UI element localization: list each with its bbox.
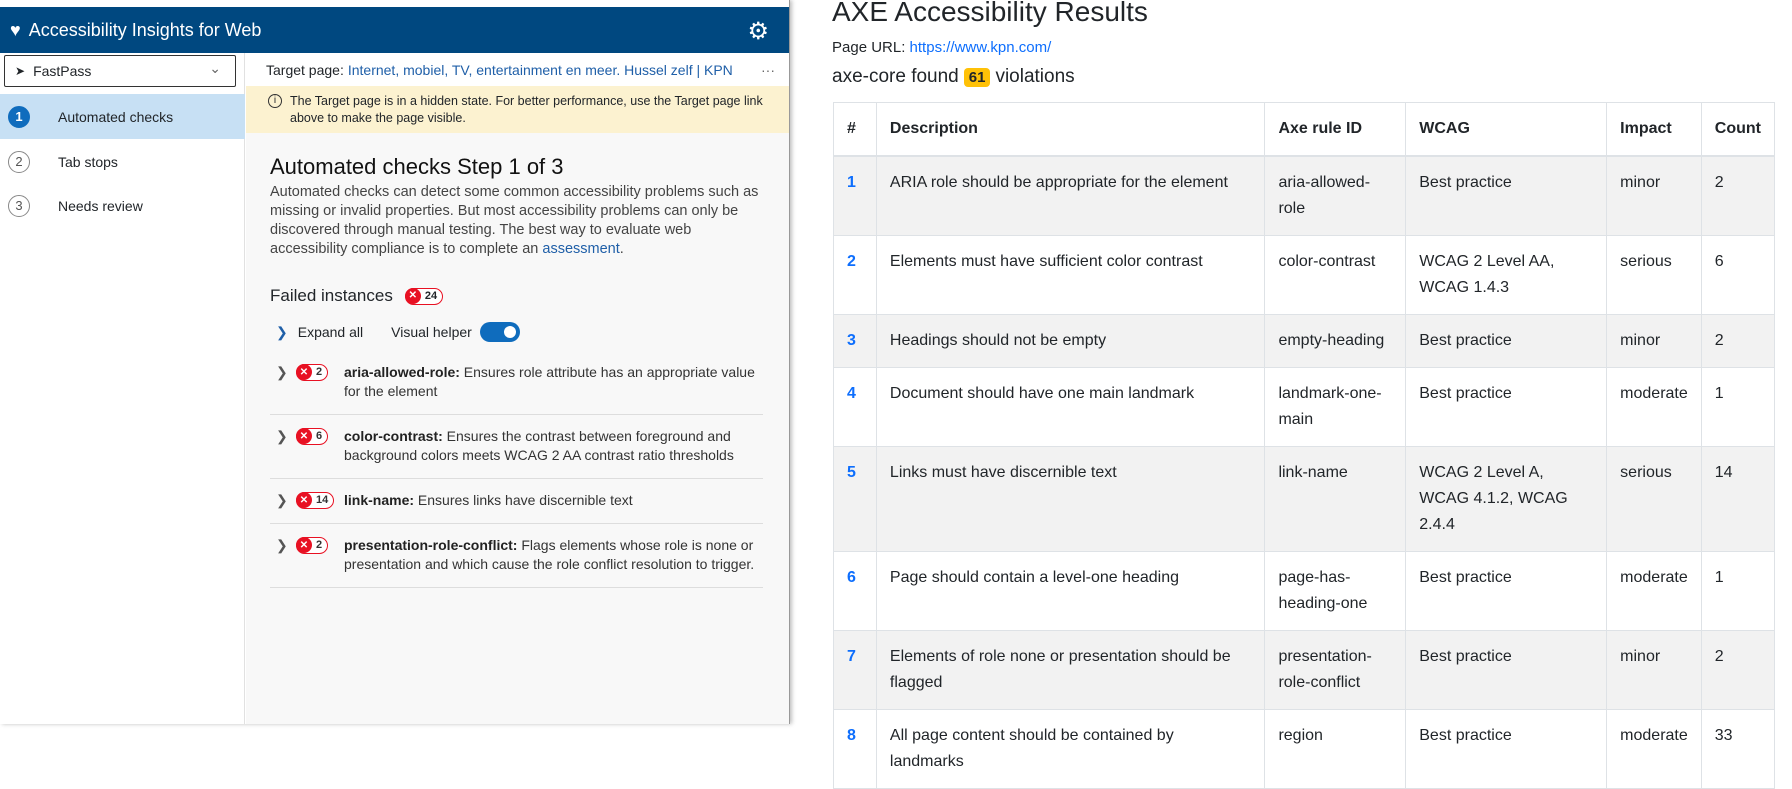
app-logo-icon: ♥ [10,19,21,40]
cell-impact: moderate [1607,552,1702,631]
error-icon: ✕ [296,537,312,553]
cell-row-number: 5 [834,447,877,552]
step-number: 3 [8,195,30,217]
rule-item[interactable] [270,524,763,588]
cell-description: Document should have one main landmark [876,368,1265,447]
rule-count: 6 [316,430,323,442]
cell-description: All page content should be contained by landmarks [876,710,1265,789]
cell-count: 6 [1701,236,1774,315]
error-icon: ✕ [405,288,421,304]
cell-impact: moderate [1607,368,1702,447]
step-number: 1 [8,106,30,128]
cell-count: 14 [1701,447,1774,552]
violations-table [833,102,1775,789]
cell-impact: serious [1607,447,1702,552]
report-title: AXE Accessibility Results [832,0,1148,27]
failed-count-badge [405,288,443,305]
cell-impact: serious [1607,236,1702,315]
main-content [246,53,789,724]
error-icon: ✕ [296,428,312,444]
rule-count-badge [296,492,334,509]
cell-description: Links must have discernible text [876,447,1265,552]
cell-count: 2 [1701,156,1774,236]
expand-all-button[interactable]: Expand all [297,324,364,340]
expand-chevron-icon[interactable]: ❯ [276,537,288,553]
rule-count: 2 [316,366,323,378]
rule-item[interactable] [270,479,763,524]
failed-count: 24 [424,290,438,302]
more-options-button[interactable]: ··· [761,61,775,78]
table-row [834,631,1775,710]
mode-dropdown[interactable] [4,55,236,87]
failed-instances-heading [270,286,765,306]
failed-instances-label: Failed instances [270,286,393,305]
column-header: Impact [1607,103,1702,157]
cell-rule-id: empty-heading [1265,315,1406,368]
cell-count: 2 [1701,315,1774,368]
nav-item-automated-checks[interactable] [0,94,245,139]
error-icon: ✕ [296,364,312,380]
hidden-state-banner [246,86,789,133]
cell-rule-id: link-name [1265,447,1406,552]
column-header: # [834,103,877,157]
mode-dropdown-value: FastPass [33,63,92,79]
table-row [834,368,1775,447]
nav-item-label: Automated checks [58,108,174,125]
found-suffix: violations [995,66,1075,87]
cell-rule-id: region [1265,710,1406,789]
rule-description: Ensures the contrast between foreground and background colors meets WCAG 2 AA contrast ratio thresholds [344,428,734,463]
cell-impact: minor [1607,631,1702,710]
cell-row-number: 7 [834,631,877,710]
cell-count: 2 [1701,631,1774,710]
cell-description: Page should contain a level-one heading [876,552,1265,631]
column-header: Description [876,103,1265,157]
assessment-link[interactable]: assessment [542,241,620,257]
cell-row-number: 4 [834,368,877,447]
expand-all-chevron-icon[interactable]: ❯ [276,323,288,340]
cell-count: 1 [1701,552,1774,631]
cell-count: 33 [1701,710,1774,789]
app-header [0,7,789,53]
chevron-down-icon: ⌄ [209,60,221,76]
settings-gear-icon[interactable]: ⚙ [747,18,769,45]
cell-rule-id: page-has-heading-one [1265,552,1406,631]
expand-chevron-icon[interactable]: ❯ [276,428,288,444]
rule-id: presentation-role-conflict: [344,537,518,553]
cell-impact: moderate [1607,710,1702,789]
expand-chevron-icon[interactable]: ❯ [276,492,288,508]
rule-count-badge [296,537,328,554]
found-prefix: axe-core found [832,66,959,87]
page-url-label: Page URL: [832,39,906,56]
cell-wcag: Best practice [1406,315,1607,368]
cell-wcag: WCAG 2 Level AA, WCAG 1.4.3 [1406,236,1607,315]
rule-id: color-contrast: [344,428,443,444]
banner-text: The Target page is in a hidden state. For better performance, use the Target page link above to make the page visible. [290,94,763,125]
info-icon: i [268,94,282,108]
axe-report [832,0,1776,770]
nav-item-label: Needs review [58,197,143,214]
page-url [832,39,1776,56]
table-row [834,156,1775,236]
cell-rule-id: landmark-one-main [1265,368,1406,447]
rule-count: 2 [316,539,323,551]
visual-helper-label: Visual helper [391,324,472,340]
step-title: Automated checks Step 1 of 3 [270,154,564,179]
violation-count-badge: 61 [964,68,991,87]
rule-count-badge [296,364,328,381]
cell-row-number: 6 [834,552,877,631]
rule-description: Flags elements whose role is none or presentation and which cause the role conflict resolution to trigger. [344,537,755,572]
error-icon: ✕ [296,492,312,508]
step-number: 2 [8,151,30,173]
accessibility-insights-panel [0,0,790,724]
cell-rule-id: presentation-role-conflict [1265,631,1406,710]
cell-rule-id: aria-allowed-role [1265,156,1406,236]
cell-impact: minor [1607,156,1702,236]
cell-count: 1 [1701,368,1774,447]
cell-wcag: Best practice [1406,156,1607,236]
violations-summary [832,66,1776,88]
table-row [834,710,1775,789]
rule-item[interactable] [270,351,763,415]
cell-wcag: Best practice [1406,710,1607,789]
nav-item-needs-review[interactable] [0,183,245,228]
step-desc-text: Automated checks can detect some common accessibility problems such as missing or invalid properties. But most accessibility problems can only be discovered through manual testing. The best way to evaluate web accessibility compliance is to complete an [270,184,759,257]
page-url-link[interactable]: https://www.kpn.com/ [909,39,1052,56]
cell-row-number: 1 [834,156,877,236]
rule-description: Ensures links have discernible text [414,492,633,508]
rule-description: Ensures role attribute has an appropriate value for the element [344,364,755,399]
cell-wcag: WCAG 2 Level A, WCAG 4.1.2, WCAG 2.4.4 [1406,447,1607,552]
target-page-link[interactable]: Internet, mobiel, TV, entertainment en meer. Hussel zelf | KPN [347,61,733,78]
cell-row-number: 2 [834,236,877,315]
nav-item-tab-stops[interactable] [0,139,245,184]
target-page-bar [246,53,789,86]
step-description [270,183,760,259]
rule-id: link-name: [344,492,415,508]
rule-count-badge [296,428,328,445]
cell-description: ARIA role should be appropriate for the element [876,156,1265,236]
target-page-label: Target page: [266,61,344,78]
cell-impact: minor [1607,315,1702,368]
cell-wcag: Best practice [1406,552,1607,631]
rule-item[interactable] [270,415,763,479]
rule-count: 14 [316,494,329,506]
table-row [834,447,1775,552]
cell-wcag: Best practice [1406,631,1607,710]
rocket-icon: ➤ [15,64,26,78]
step-desc-end: . [619,241,624,257]
table-row [834,315,1775,368]
cell-description: Headings should not be empty [876,315,1265,368]
table-row [834,236,1775,315]
sidebar [0,53,245,724]
cell-description: Elements of role none or presentation should be flagged [876,631,1265,710]
cell-wcag: Best practice [1406,368,1607,447]
column-header: Axe rule ID [1265,103,1406,157]
cell-row-number: 3 [834,315,877,368]
cell-description: Elements must have sufficient color contrast [876,236,1265,315]
visual-helper-toggle[interactable] [480,322,520,342]
app-title: Accessibility Insights for Web [28,19,262,40]
cell-row-number: 8 [834,710,877,789]
table-row [834,552,1775,631]
column-header: WCAG [1406,103,1607,157]
nav-item-label: Tab stops [58,153,118,170]
cell-rule-id: color-contrast [1265,236,1406,315]
rules-list [270,351,765,588]
column-header: Count [1701,103,1774,157]
rule-id: aria-allowed-role: [344,364,460,380]
expand-chevron-icon[interactable]: ❯ [276,364,288,380]
